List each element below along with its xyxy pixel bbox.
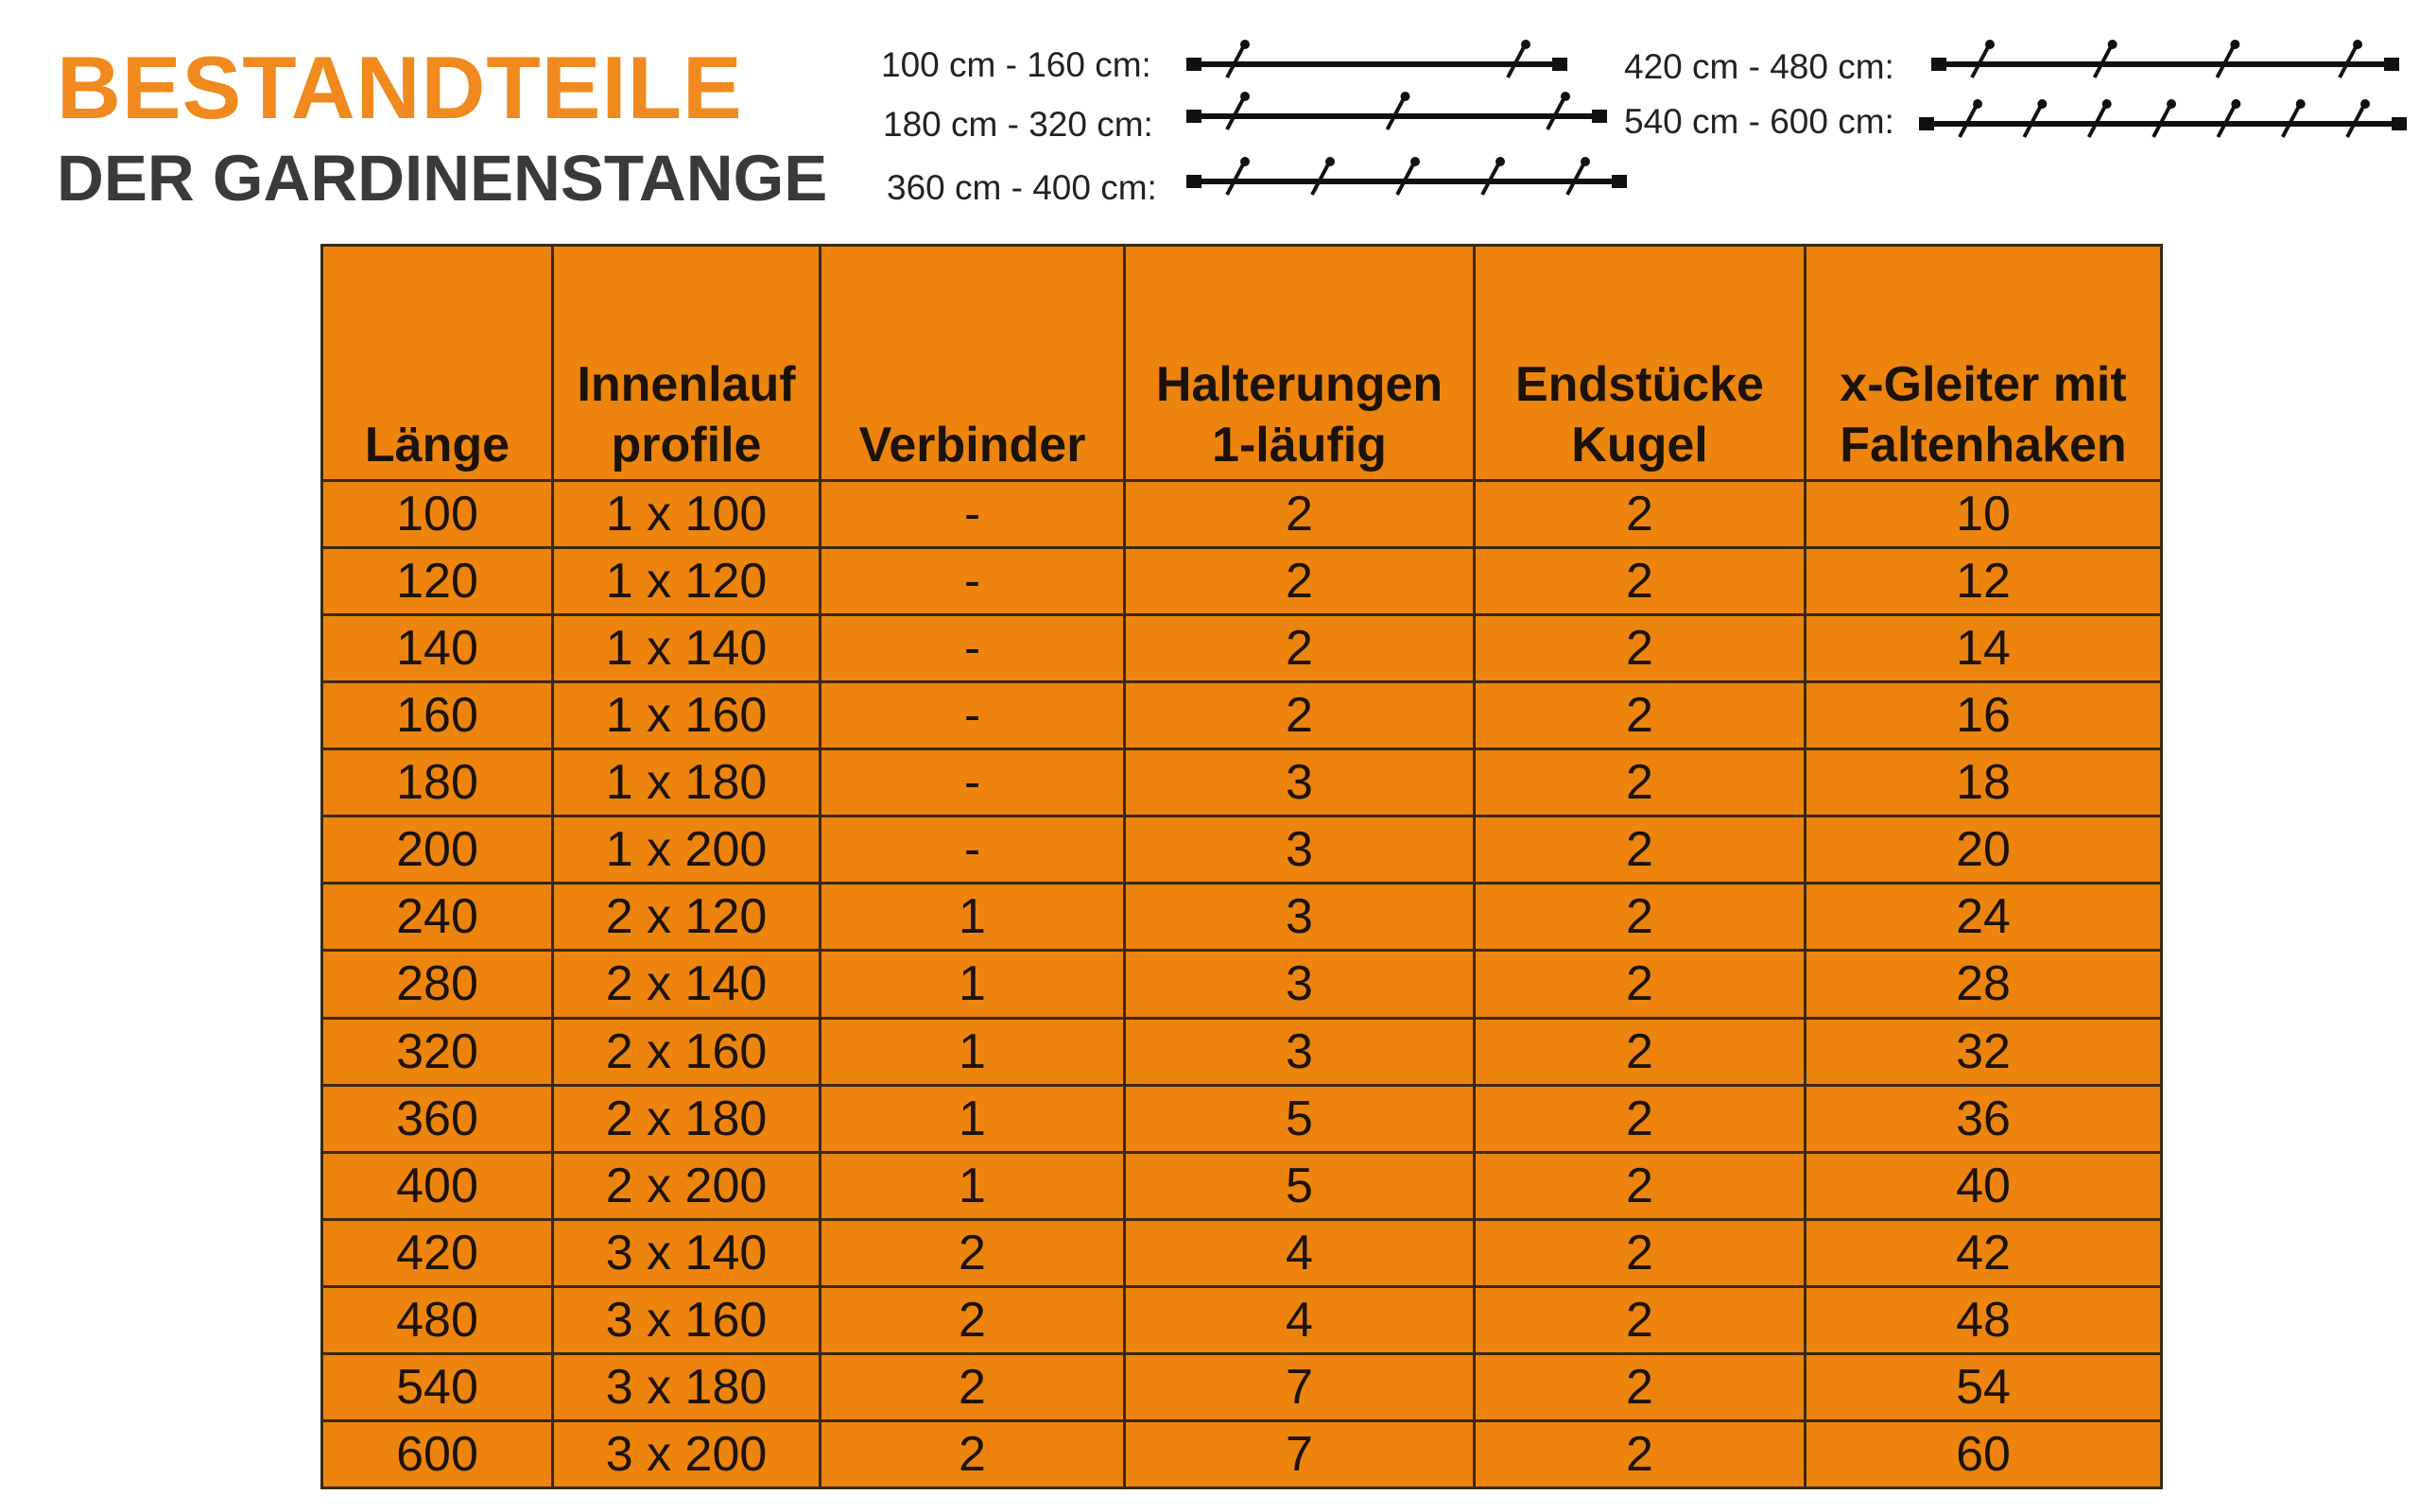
page-subtitle: DER GARDINENSTANGE [57, 142, 828, 215]
table-row [322, 548, 2162, 615]
table-cell: 2 x 140 [553, 951, 821, 1018]
table-cell: 1 [821, 884, 1125, 951]
table-cell: - [821, 481, 1125, 548]
table-cell: 4 [1125, 1219, 1475, 1286]
bracket-head [1495, 157, 1505, 166]
table-cell: 2 [1475, 1353, 1806, 1420]
header-gleiter: x-Gleiter mit Faltenhaken [1806, 246, 2162, 481]
table-cell: 320 [322, 1018, 553, 1085]
table-cell: - [821, 682, 1125, 749]
table-cell: 100 [322, 481, 553, 548]
table-cell: 7 [1125, 1353, 1475, 1420]
bracket-head [1325, 157, 1335, 166]
rod-diagrams [0, 0, 2420, 217]
table-cell: 3 [1125, 749, 1475, 816]
table-cell: 32 [1806, 1018, 2162, 1085]
table-cell: 16 [1806, 682, 2162, 749]
table-row [322, 816, 2162, 884]
table-cell: 14 [1806, 615, 2162, 682]
table-cell: 2 [1475, 615, 1806, 682]
table-cell: 20 [1806, 816, 2162, 884]
table-cell: 2 x 200 [553, 1152, 821, 1219]
table-cell: 54 [1806, 1353, 2162, 1420]
table-cell: 1 x 160 [553, 682, 821, 749]
rod-end-cap [1931, 58, 1946, 71]
table-row [322, 1219, 2162, 1286]
rod-end-cap [2384, 58, 2399, 71]
table-cell: 1 [821, 1085, 1125, 1152]
table-cell: 2 [1475, 749, 1806, 816]
rod-diagram [1186, 40, 1567, 77]
header-laenge: Länge [322, 246, 553, 481]
table-cell: 7 [1125, 1420, 1475, 1487]
bracket-head [1410, 157, 1420, 166]
table-row [322, 682, 2162, 749]
rod-end-cap [1186, 175, 1201, 188]
table-cell: 28 [1806, 951, 2162, 1018]
table-cell: 12 [1806, 548, 2162, 615]
table-cell: 1 x 120 [553, 548, 821, 615]
legend-label-4: 420 cm - 480 cm: [1624, 47, 1894, 86]
parts-table [320, 244, 2163, 1489]
bracket-head [1985, 40, 1995, 49]
table-cell: 2 [1475, 951, 1806, 1018]
bracket-head [2108, 40, 2118, 49]
table-cell: 2 [821, 1286, 1125, 1353]
table-cell: 3 x 140 [553, 1219, 821, 1286]
table-cell: 1 [821, 951, 1125, 1018]
rod-end-cap [1186, 110, 1201, 123]
rod-end-cap [1186, 58, 1201, 71]
bracket-head [1581, 157, 1590, 166]
page-title: BESTANDTEILE [57, 38, 743, 137]
table-cell: 3 x 180 [553, 1353, 821, 1420]
rod-end-cap [1612, 175, 1627, 188]
table-cell: 2 [821, 1420, 1125, 1487]
table-cell: 140 [322, 615, 553, 682]
table-cell: 18 [1806, 749, 2162, 816]
table-row [322, 1152, 2162, 1219]
table-cell: 3 x 200 [553, 1420, 821, 1487]
table-cell: - [821, 548, 1125, 615]
bracket-head [2102, 99, 2112, 109]
table-cell: 1 x 180 [553, 749, 821, 816]
table-cell: 120 [322, 548, 553, 615]
bracket-head [2353, 40, 2362, 49]
table-cell: 2 x 180 [553, 1085, 821, 1152]
table-cell: 160 [322, 682, 553, 749]
bracket-head [1240, 40, 1250, 49]
rod-end-cap [1592, 110, 1607, 123]
table-cell: 180 [322, 749, 553, 816]
table-row [322, 1420, 2162, 1487]
table-cell: 420 [322, 1219, 553, 1286]
table-cell: - [821, 749, 1125, 816]
table-cell: 2 [1475, 1152, 1806, 1219]
table-cell: 540 [322, 1353, 553, 1420]
table-cell: 2 [1125, 548, 1475, 615]
table-cell: 2 [1475, 884, 1806, 951]
bracket-head [2167, 99, 2176, 109]
header-endstuecke: Endstücke Kugel [1475, 246, 1806, 481]
legend-label-1: 100 cm - 160 cm: [881, 45, 1151, 84]
bracket-head [1240, 157, 1250, 166]
table-cell: 2 [821, 1353, 1125, 1420]
header-innenlaufprofile: Innenlauf profile [553, 246, 821, 481]
bracket-head [1401, 92, 1410, 101]
table-cell: 36 [1806, 1085, 2162, 1152]
table-cell: 2 [1475, 682, 1806, 749]
table-cell: 2 [1475, 816, 1806, 884]
table-row [322, 1353, 2162, 1420]
table-cell: 10 [1806, 481, 2162, 548]
legend-label-5: 540 cm - 600 cm: [1624, 102, 1894, 141]
rod-diagram [1186, 157, 1627, 195]
table-cell: 2 [1475, 1085, 1806, 1152]
table-cell: 5 [1125, 1152, 1475, 1219]
table-cell: 3 [1125, 951, 1475, 1018]
legend-label-2: 180 cm - 320 cm: [883, 105, 1153, 144]
table-cell: 2 [1475, 481, 1806, 548]
table-cell: 480 [322, 1286, 553, 1353]
bracket-head [1973, 99, 1982, 109]
bracket-head [1521, 40, 1530, 49]
bracket-head [1240, 92, 1250, 101]
table-cell: 2 [1125, 615, 1475, 682]
table-row [322, 1018, 2162, 1085]
table-cell: 1 [821, 1018, 1125, 1085]
rod-diagram [1931, 40, 2399, 77]
table-cell: 1 [821, 1152, 1125, 1219]
bracket-head [2230, 40, 2239, 49]
table-cell: 2 [1475, 1018, 1806, 1085]
table-cell: 2 [1475, 1420, 1806, 1487]
table-cell: 1 x 140 [553, 615, 821, 682]
table-cell: - [821, 816, 1125, 884]
table-row [322, 951, 2162, 1018]
table-cell: 2 x 120 [553, 884, 821, 951]
table-cell: 2 [821, 1219, 1125, 1286]
bracket-head [2037, 99, 2047, 109]
table-cell: 3 [1125, 1018, 1475, 1085]
table-cell: 2 [1475, 1286, 1806, 1353]
table-cell: 2 [1475, 548, 1806, 615]
table-row [322, 615, 2162, 682]
table-cell: 2 [1125, 682, 1475, 749]
table-body [322, 481, 2162, 1488]
table-row [322, 749, 2162, 816]
table-cell: 2 [1125, 481, 1475, 548]
header-halterungen: Halterungen 1-läufig [1125, 246, 1475, 481]
legend-label-3: 360 cm - 400 cm: [887, 168, 1157, 207]
table-cell: 280 [322, 951, 553, 1018]
table-row [322, 481, 2162, 548]
rod-diagram [1186, 92, 1607, 129]
rod-end-cap [2392, 117, 2407, 130]
table-row [322, 1085, 2162, 1152]
table-cell: 40 [1806, 1152, 2162, 1219]
table-cell: 48 [1806, 1286, 2162, 1353]
table-cell: 600 [322, 1420, 553, 1487]
table-cell: 1 x 200 [553, 816, 821, 884]
table-row [322, 884, 2162, 951]
rod-end-cap [1552, 58, 1567, 71]
table-cell: 24 [1806, 884, 2162, 951]
table-cell: 2 [1475, 1219, 1806, 1286]
table-cell: 1 x 100 [553, 481, 821, 548]
table-cell: 400 [322, 1152, 553, 1219]
table-cell: 5 [1125, 1085, 1475, 1152]
rod-end-cap [1919, 117, 1934, 130]
table-cell: 3 x 160 [553, 1286, 821, 1353]
bracket-head [2296, 99, 2306, 109]
table-cell: - [821, 615, 1125, 682]
bracket-head [2360, 99, 2370, 109]
table-cell: 3 [1125, 816, 1475, 884]
header-verbinder: Verbinder [821, 246, 1125, 481]
table-cell: 3 [1125, 884, 1475, 951]
table-cell: 42 [1806, 1219, 2162, 1286]
rod-diagram [1919, 99, 2407, 137]
table-cell: 60 [1806, 1420, 2162, 1487]
table-cell: 2 x 160 [553, 1018, 821, 1085]
table-header-row [322, 246, 2162, 481]
table-cell: 4 [1125, 1286, 1475, 1353]
bracket-head [2231, 99, 2240, 109]
table-row [322, 1286, 2162, 1353]
table-cell: 360 [322, 1085, 553, 1152]
table-cell: 200 [322, 816, 553, 884]
bracket-head [1561, 92, 1570, 101]
table-cell: 240 [322, 884, 553, 951]
